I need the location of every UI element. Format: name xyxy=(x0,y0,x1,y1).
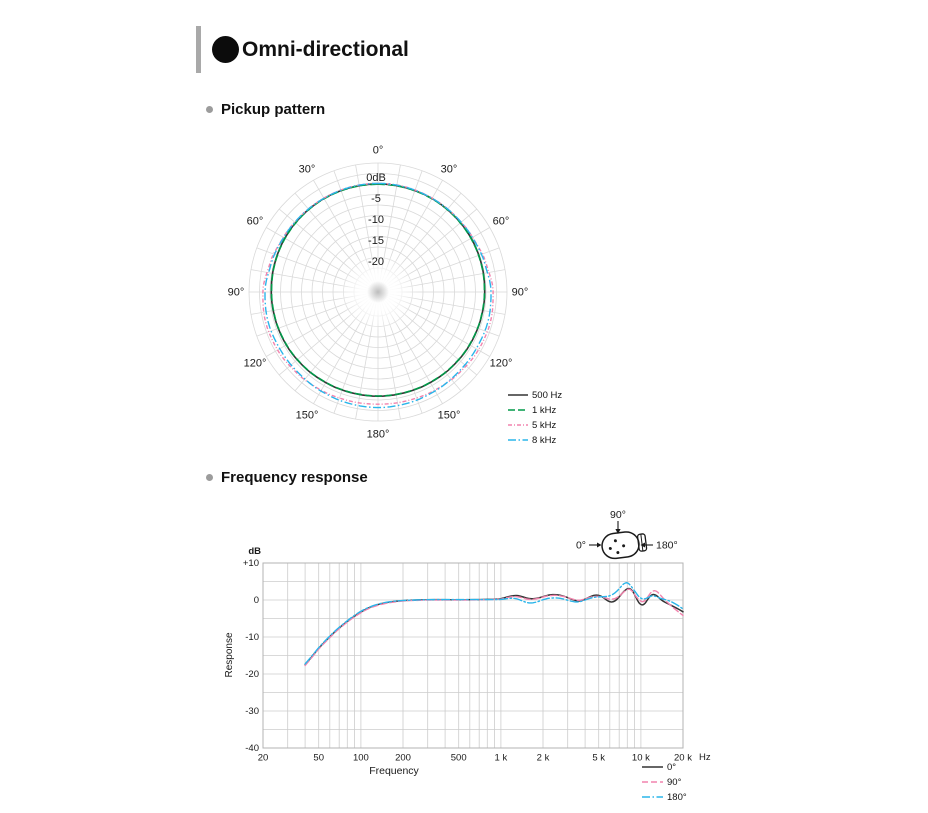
legend-label: 90° xyxy=(667,776,682,788)
y-axis-title: Response xyxy=(224,632,235,678)
x-axis-title: Frequency xyxy=(369,765,419,777)
freq-grid xyxy=(263,563,683,748)
legend-line-icon xyxy=(642,778,663,786)
freq-x-tick-label: 20 k xyxy=(674,752,692,764)
freq-y-tick-label: 0 xyxy=(253,595,259,607)
page-title: Omni-directional xyxy=(242,37,409,61)
polar-radial-label: 0dB xyxy=(366,172,386,184)
legend-item-500-hz xyxy=(508,389,562,401)
freq-x-tick-label: 10 k xyxy=(631,752,650,764)
polar-angle-label: 90° xyxy=(511,286,529,299)
freq-x-tick-label: 2 k xyxy=(536,752,550,764)
bullet-circle-icon xyxy=(212,36,239,63)
polar-angle-label: 150° xyxy=(437,409,461,422)
frequency-response-chart xyxy=(222,540,722,785)
legend-label: 500 Hz xyxy=(532,389,563,401)
pickup-pattern-heading-label: Pickup pattern xyxy=(221,100,326,118)
frequency-response-heading xyxy=(206,468,368,486)
freq-x-tick-label: 500 xyxy=(450,752,467,764)
freq-x-tick-label: 100 xyxy=(352,752,369,764)
legend-line-icon xyxy=(642,763,663,771)
freq-y-tick-label: -40 xyxy=(245,743,259,755)
legend-item-5-khz xyxy=(508,419,562,431)
polar-angle-label: 0° xyxy=(372,144,384,157)
freq-y-tick-label: +10 xyxy=(242,558,259,570)
legend-line-icon xyxy=(508,421,528,429)
freq-x-tick-label: 5 k xyxy=(592,752,606,764)
pickup-pattern-heading xyxy=(206,100,325,118)
polar-angle-label: 120° xyxy=(489,357,513,370)
mic-right-angle-label: 180° xyxy=(656,539,678,552)
legend-label: 1 kHz xyxy=(532,404,557,416)
polar-angle-label: 30° xyxy=(298,163,316,176)
pickup-pattern-chart xyxy=(210,138,550,454)
frequency-response-heading-label: Frequency response xyxy=(221,468,368,486)
polar-angle-label: 180° xyxy=(366,428,390,441)
freq-x-tick-label: 1 k xyxy=(494,752,508,764)
x-axis-unit-label: Hz xyxy=(699,752,711,763)
accent-bar xyxy=(196,26,201,73)
legend-item-8-khz xyxy=(508,434,562,446)
freq-x-tick-label: 200 xyxy=(395,752,411,764)
freq-x-tick-label: 20 xyxy=(257,752,269,764)
polar-angle-label: 30° xyxy=(440,163,458,176)
legend-line-icon xyxy=(508,391,528,399)
freq-y-tick-label: -10 xyxy=(245,632,259,644)
legend-label: 0° xyxy=(667,761,677,773)
polar-radial-label: -10 xyxy=(368,214,384,226)
mic-left-angle-label: 0° xyxy=(575,539,586,552)
polar-angle-label: 90° xyxy=(227,286,245,299)
y-axis-unit-label: dB xyxy=(248,546,261,557)
legend-label: 180° xyxy=(667,791,687,803)
bullet-icon xyxy=(206,474,213,481)
polar-radial-label: -15 xyxy=(368,235,384,247)
polar-center-dot xyxy=(367,281,389,303)
page-title-block xyxy=(196,26,409,73)
legend-item-0 xyxy=(642,761,687,773)
frequency-response-legend xyxy=(642,761,687,806)
pickup-pattern-legend xyxy=(508,389,562,449)
legend-item-180 xyxy=(642,791,687,803)
legend-label: 5 kHz xyxy=(532,419,557,431)
polar-radial-label: -20 xyxy=(368,256,384,268)
legend-line-icon xyxy=(508,436,528,444)
legend-line-icon xyxy=(508,406,528,414)
polar-angle-label: 150° xyxy=(295,409,319,422)
polar-radial-label: -5 xyxy=(371,193,381,205)
legend-item-1-khz xyxy=(508,404,562,416)
freq-x-tick-label: 50 xyxy=(313,752,324,764)
freq-y-tick-label: -20 xyxy=(245,669,259,681)
bullet-icon xyxy=(206,106,213,113)
legend-label: 8 kHz xyxy=(532,434,557,446)
polar-angle-label: 60° xyxy=(492,215,510,228)
mic-top-angle-label: 90° xyxy=(610,509,626,521)
polar-angle-label: 60° xyxy=(246,215,264,228)
legend-item-90 xyxy=(642,776,687,788)
freq-y-tick-label: -30 xyxy=(245,706,259,718)
polar-angle-label: 120° xyxy=(243,357,267,370)
legend-line-icon xyxy=(642,793,663,801)
